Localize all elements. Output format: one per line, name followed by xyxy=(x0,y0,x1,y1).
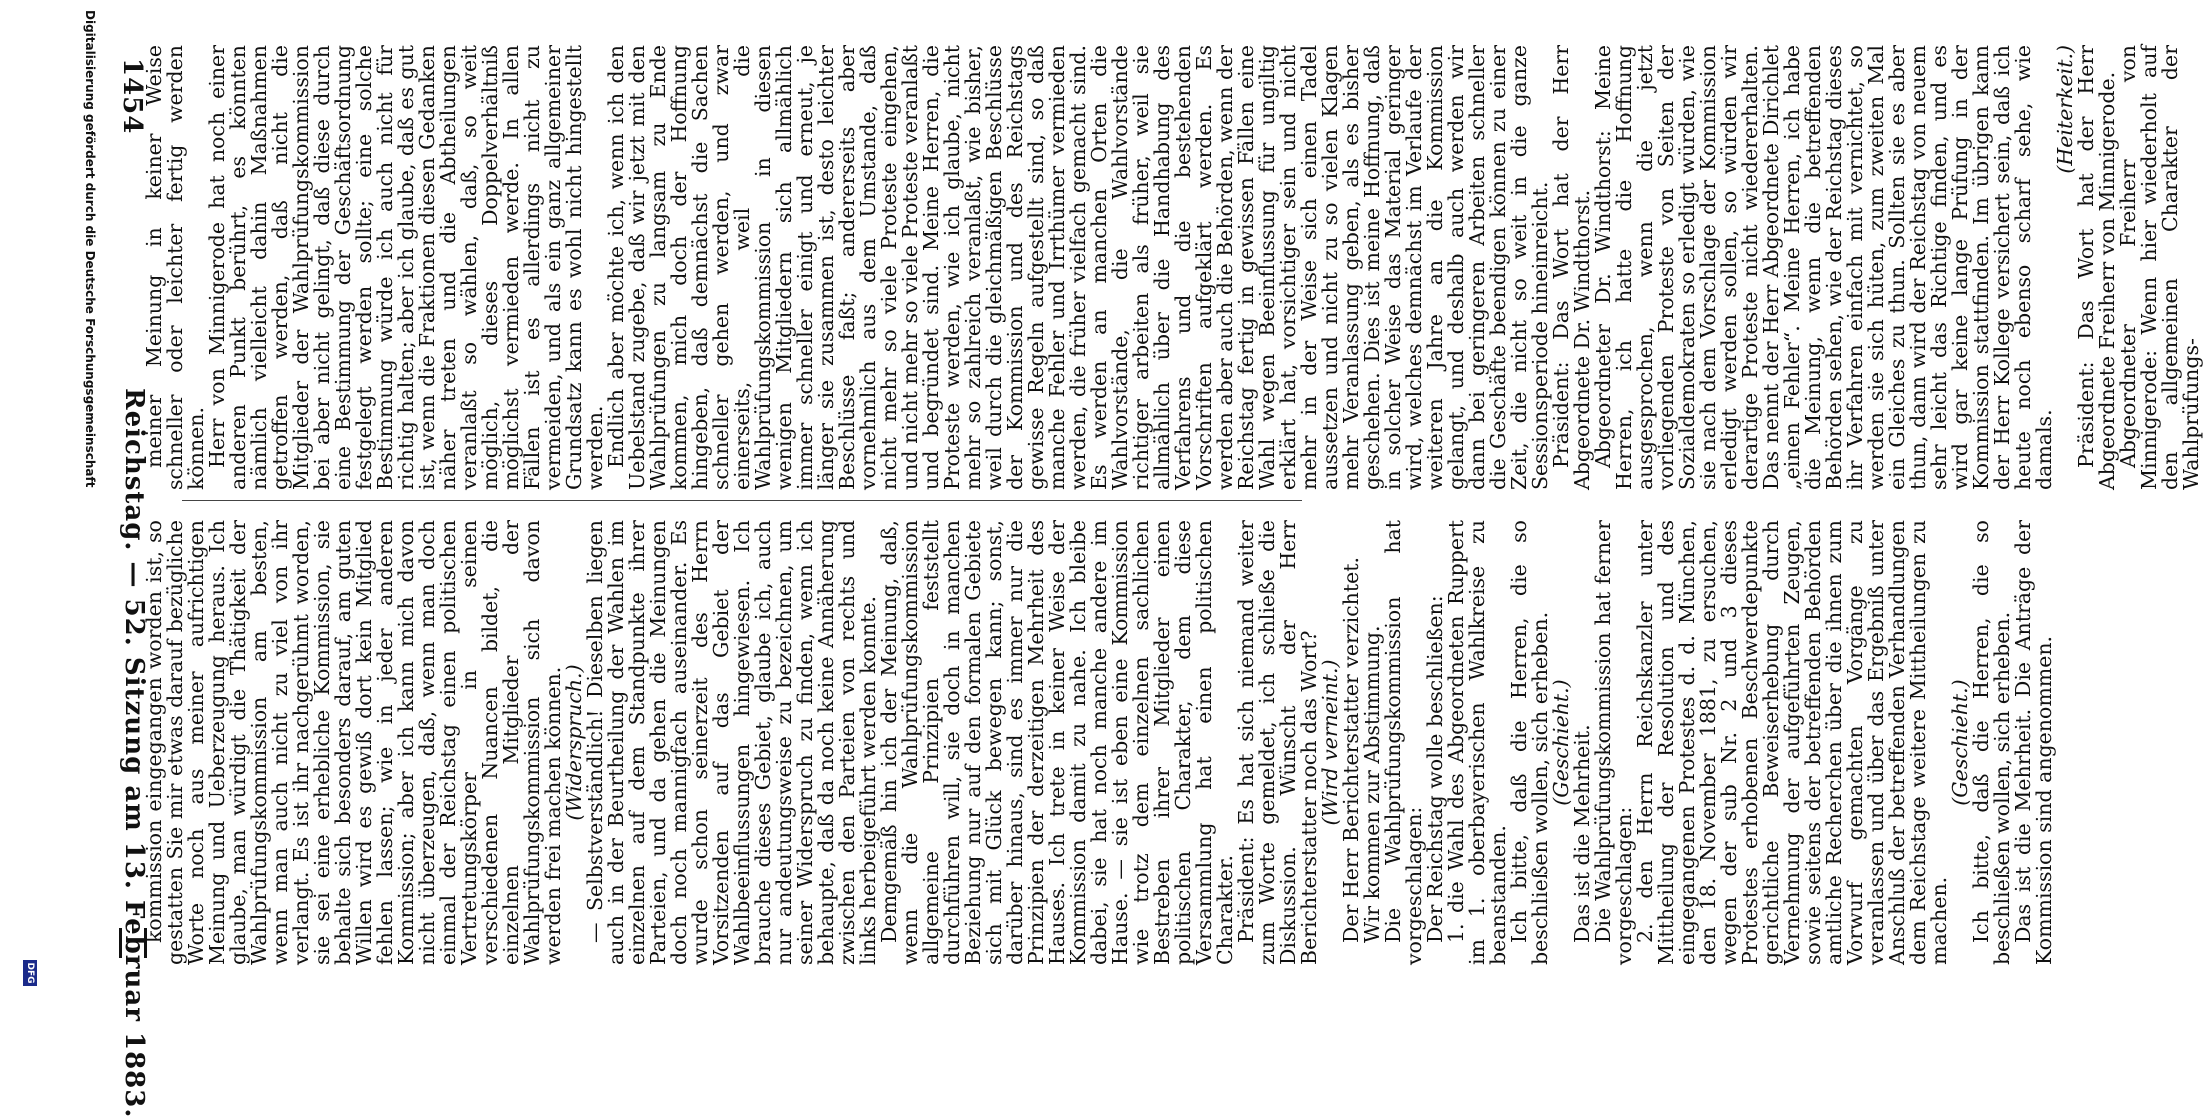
paragraph: Der Herr Berichterstatter verzichtet. xyxy=(1339,557,1363,943)
paragraph: 2. den Herrn Reichskanzler unter Mittheilung der Resolution und des eingegangenen Protestes d. d. München, den 18. November 1881, zu ersuchen, wegen der sub Nr. 2 und 3 dieses Protestes erhobenen Beschwerdepunkte gerichtliche Beweiserhebung durch Vernehmung der aufgeführten Zeugen, sowie seitens der betreffenden Behörden amtliche Recherchen über die ihnen zum Vorwurf gemachten Vorgänge zu veranlassen und über das Ergebniß unter Anschluß der betreffenden Verhandlungen dem Reichstage weitere Mittheilungen zu machen. xyxy=(1633,520,1951,965)
paragraph: (Geschieht.) xyxy=(1549,679,1573,806)
right-column xyxy=(144,520,2055,965)
paragraph: Wir kommen zur Abstimmung. xyxy=(1360,625,1384,943)
paragraph: Das ist die Mehrheit. Die Anträge der Kommission sind angenommen. xyxy=(2011,520,2056,965)
paragraph: Demgemäß hin ich der Meinung, daß, wenn die Wahlprüfungskommission allgemeine Prinzipien feststellt durchführen will, sie doch in manchen Beziehung nur auf den formalen Gebiete sich mit Glück bewegen kann; sonst, darüber hinaus, sind es immer nur die Prinzipien der derzeitigen Mehrheit des Hauses. Ich trete in keiner Weise der Kommission damit zu nahe. Ich bleibe dabei, sie hat noch manche andere im Hause. — sie ist eben eine Kommission wie trotz dem einzelnen sachlichen Bestreben ihrer Mitglieder einen politischen Charakter, dem diese Versammlung hat einen politischen Charakter. xyxy=(877,520,1237,965)
paragraph: Der Reichstag wolle beschließen: xyxy=(1423,595,1447,943)
paragraph: (Heiterkeit.) xyxy=(2053,45,2077,174)
paragraph: Ich bitte, daß die Herren, die so beschließen wollen, sich erheben. xyxy=(1507,520,1552,965)
paragraph: Abgeordneter Dr. Windthorst: Meine Herren, ich hatte die Hoffnung ausgesprochen, wenn die jetzt vorliegenden Proteste von Seiten der Sozialdemokraten so erledigt würden, wie sie nach dem Vorschlage der Kommission erledigt werden sollen, so würden wir derartige Proteste nicht wiedererhalten. Das nennt der Herr Abgeordnete Dirichlet „einen Fehler“. Meine Herren, ich habe die Meinung, wenn die betreffenden Behörden sehen, wie der Reichstag dieses ihr Verfahren einfach mit vernichtet, so werden sie sich hüten, zum zweiten Mal ein Gleiches zu thun. Sollten sie es aber thun, dann wird der Reichstag von neuem sehr leicht das Richtige finden, und es wird gar keine lange Prüfung in der Kommission stattfinden. Im übrigen kann der Herr Kollege versichert sein, daß ich heute noch ebenso scharf sehe, wie damals. xyxy=(1591,45,2056,490)
page-number: 1454 xyxy=(117,58,147,135)
left-column xyxy=(144,45,2202,490)
digitization-note xyxy=(67,0,97,1000)
paragraph: Die Wahlprüfungskommission hat ferner vorgeschlagen: xyxy=(1591,520,1636,965)
digitization-note-text: Digitalisierung gefördert durch die Deutsche Forschungsgemeinschaft xyxy=(83,10,97,488)
paragraph: Die Wahlprüfungskommission hat vorgeschlagen: xyxy=(1381,520,1426,965)
paragraph: 1. die Wahl des Abgeordneten Ruppert im 1. oberbayerischen Wahlkreise zu beanstanden. xyxy=(1444,520,1510,965)
paragraph: — Selbstverständlich! Dieselben liegen auch in der Beurtheilung der Wahlen im einzelnen auf dem Standpunkte ihrer Parteien, und da gehen die Meinungen doch noch mannigfach auseinander. Es wurde schon seinerzeit des Herrn Vorsitzenden auf das Gebiet der Wahlbeeinflussungen hingewiesen. Ich brauche dieses Gebiet, glaube ich, auch nur andeutungsweise zu bezeichnen, um seiner Widerspruch zu finden, wenn ich behaupte, daß da noch keine Annäherung zwischen den Parteien von rechts und links herbeigeführt werden konnte. xyxy=(583,520,880,965)
paragraph: (Widerspruch.) xyxy=(562,664,586,821)
paragraph: Endlich aber möchte ich, wenn ich den Uebelstand zugebe, daß wir jetzt mit den Wahlprüfungen zu langsam zu Ende kommen, mich doch der Hoffnung hingeben, daß demnächst die Sachen schneller gehen werden, und zwar einerseits, weil die Wahlprüfungskommission in diesen wenigen Mitgliedern sich allmählich immer schneller einigt und erneut, je länger sie zusammen ist, desto leichter Beschlüsse faßt; andererseits aber vornehmlich aus dem Umstande, daß nicht mehr so viele Proteste eingehen, und nicht mehr so viele Proteste veranlaßt und begründet sind. Meine Herren, die Proteste werden, wie ich glaube, nicht mehr so zahlreich veranlaßt, wie bisher, weil durch die gleichmäßigen Beschlüsse der Kommission und des Reichstags gewisse Regeln aufgestellt sind, so daß manche Fehler und Irrthümer vermieden werden, die früher vielfach gemacht sind. Es werden an manchen Orten die Wahlvorstände, die Wahlvorstände richtiger arbeiten als früher, weil sie allmählich über die Handhabung des Verfahrens und die bestehenden Vorschriften aufgeklärt werden. Es werden aber auch die Behörden, wenn der Reichstag fertig in gewissen Fällen eine Wahl wegen Beeinflussung für ungiltig erklärt hat, vorsichtiger sein und nicht mehr in der Weise sich einen Tadel aussetzen und nicht zu so vielen Klagen mehr Veranlassung geben, als es bisher geschehen. Dies ist meine Hoffnung, daß in solcher Weise das Material geringer wird, welches demnächst im Verlaufe der weiteren Jahre an die Kommission gelangt, und deshalb auch werden wir dann bei geringeren Arbeiten schneller die Geschäfte beendigen können zu einer Zeit, die nicht so weit in die ganze Sessionsperiode hineinreicht. xyxy=(604,45,1552,490)
paragraph: meiner Meinung in keiner Weise schneller oder leichter fertig werden können. xyxy=(142,45,208,490)
paragraph: Ich bitte, daß die Herren, die so beschließen wollen, sich erheben. xyxy=(1969,520,2014,965)
paragraph: kommission eingegangen worden ist, so gestatten Sie mir etwas darauf bezügliche Worte noch aus meiner aufrichtigen Meinung und Ueberzeugung heraus. Ich glaube, man würdigt die Thätigkeit der Wahlprüfungskommission am besten, wenn man auch nicht zu viel von ihr verlangt. Es ist ihr nachgerühmt worden, sie sei eine erhebliche Kommission, sie behalte sich besonders darauf, am guten Willen wird es gewiß dort kein Mitglied fehlen lassen; wie in jeder anderen Kommission; aber ich kann mich davon nicht überzeugen, daß, wenn man doch einmal der Reichstag einen politischen Vertretungskörper in seinen verschiedenen Nuancen bildet, die einzelnen Mitglieder der Wahlprüfungskommission sich davon werden frei machen können. xyxy=(142,520,565,965)
paragraph: (Geschieht.) xyxy=(1948,679,1972,806)
page-title: Reichstag. — 52. Sitzung am 13. Februar 1883. xyxy=(119,388,149,1118)
paragraph: Präsident: Das Wort hat der Herr Abgeordnete Freiherr von Minnigerode. xyxy=(2074,45,2119,490)
paragraph: Abgeordneter Freiherr von Minnigerode: Wenn hier wiederholt auf den allgemeinen Charakter der Wahlprüfungs- xyxy=(2116,45,2203,490)
column-divider xyxy=(182,500,1302,501)
paragraph: Präsident: Das Wort hat der Herr Abgeordnete Dr. Windthorst. xyxy=(1549,45,1594,490)
dfg-logo: DFG xyxy=(23,960,37,986)
paragraph: Herr von Minnigerode hat noch einer anderen Punkt berührt, es könnten nämlich vielleicht dahin Maßnahmen getroffen werden, daß nicht die Mitglieder der Wahlprüfungskommission bei aber nicht gelingt, daß diese durch eine Bestimmung der Geschäftsordnung festgelegt werden sollte; eine solche Bestimmung würde ich auch nicht für richtig halten; aber ich glaube, daß es gut ist, wenn die Fraktionen diesen Gedanken näher treten und die Abtheilungen veranlaßt so wählen, daß, so weit möglich, dieses Doppelverhältniß möglichst vermieden werde. In allen Fällen ist es allerdings nicht zu vermeiden, und als ein ganz allgemeiner Grundsatz kann es wohl nicht hingestellt werden. xyxy=(205,45,607,490)
paragraph: Präsident: Es hat sich niemand weiter zum Worte gemeldet, ich schließe die Diskussion. Wünscht der Herr Berichterstatter noch das Wort? xyxy=(1234,520,1321,965)
paragraph: Das ist die Mehrheit. xyxy=(1570,724,1594,943)
paragraph: (Wird verneint.) xyxy=(1318,659,1342,826)
